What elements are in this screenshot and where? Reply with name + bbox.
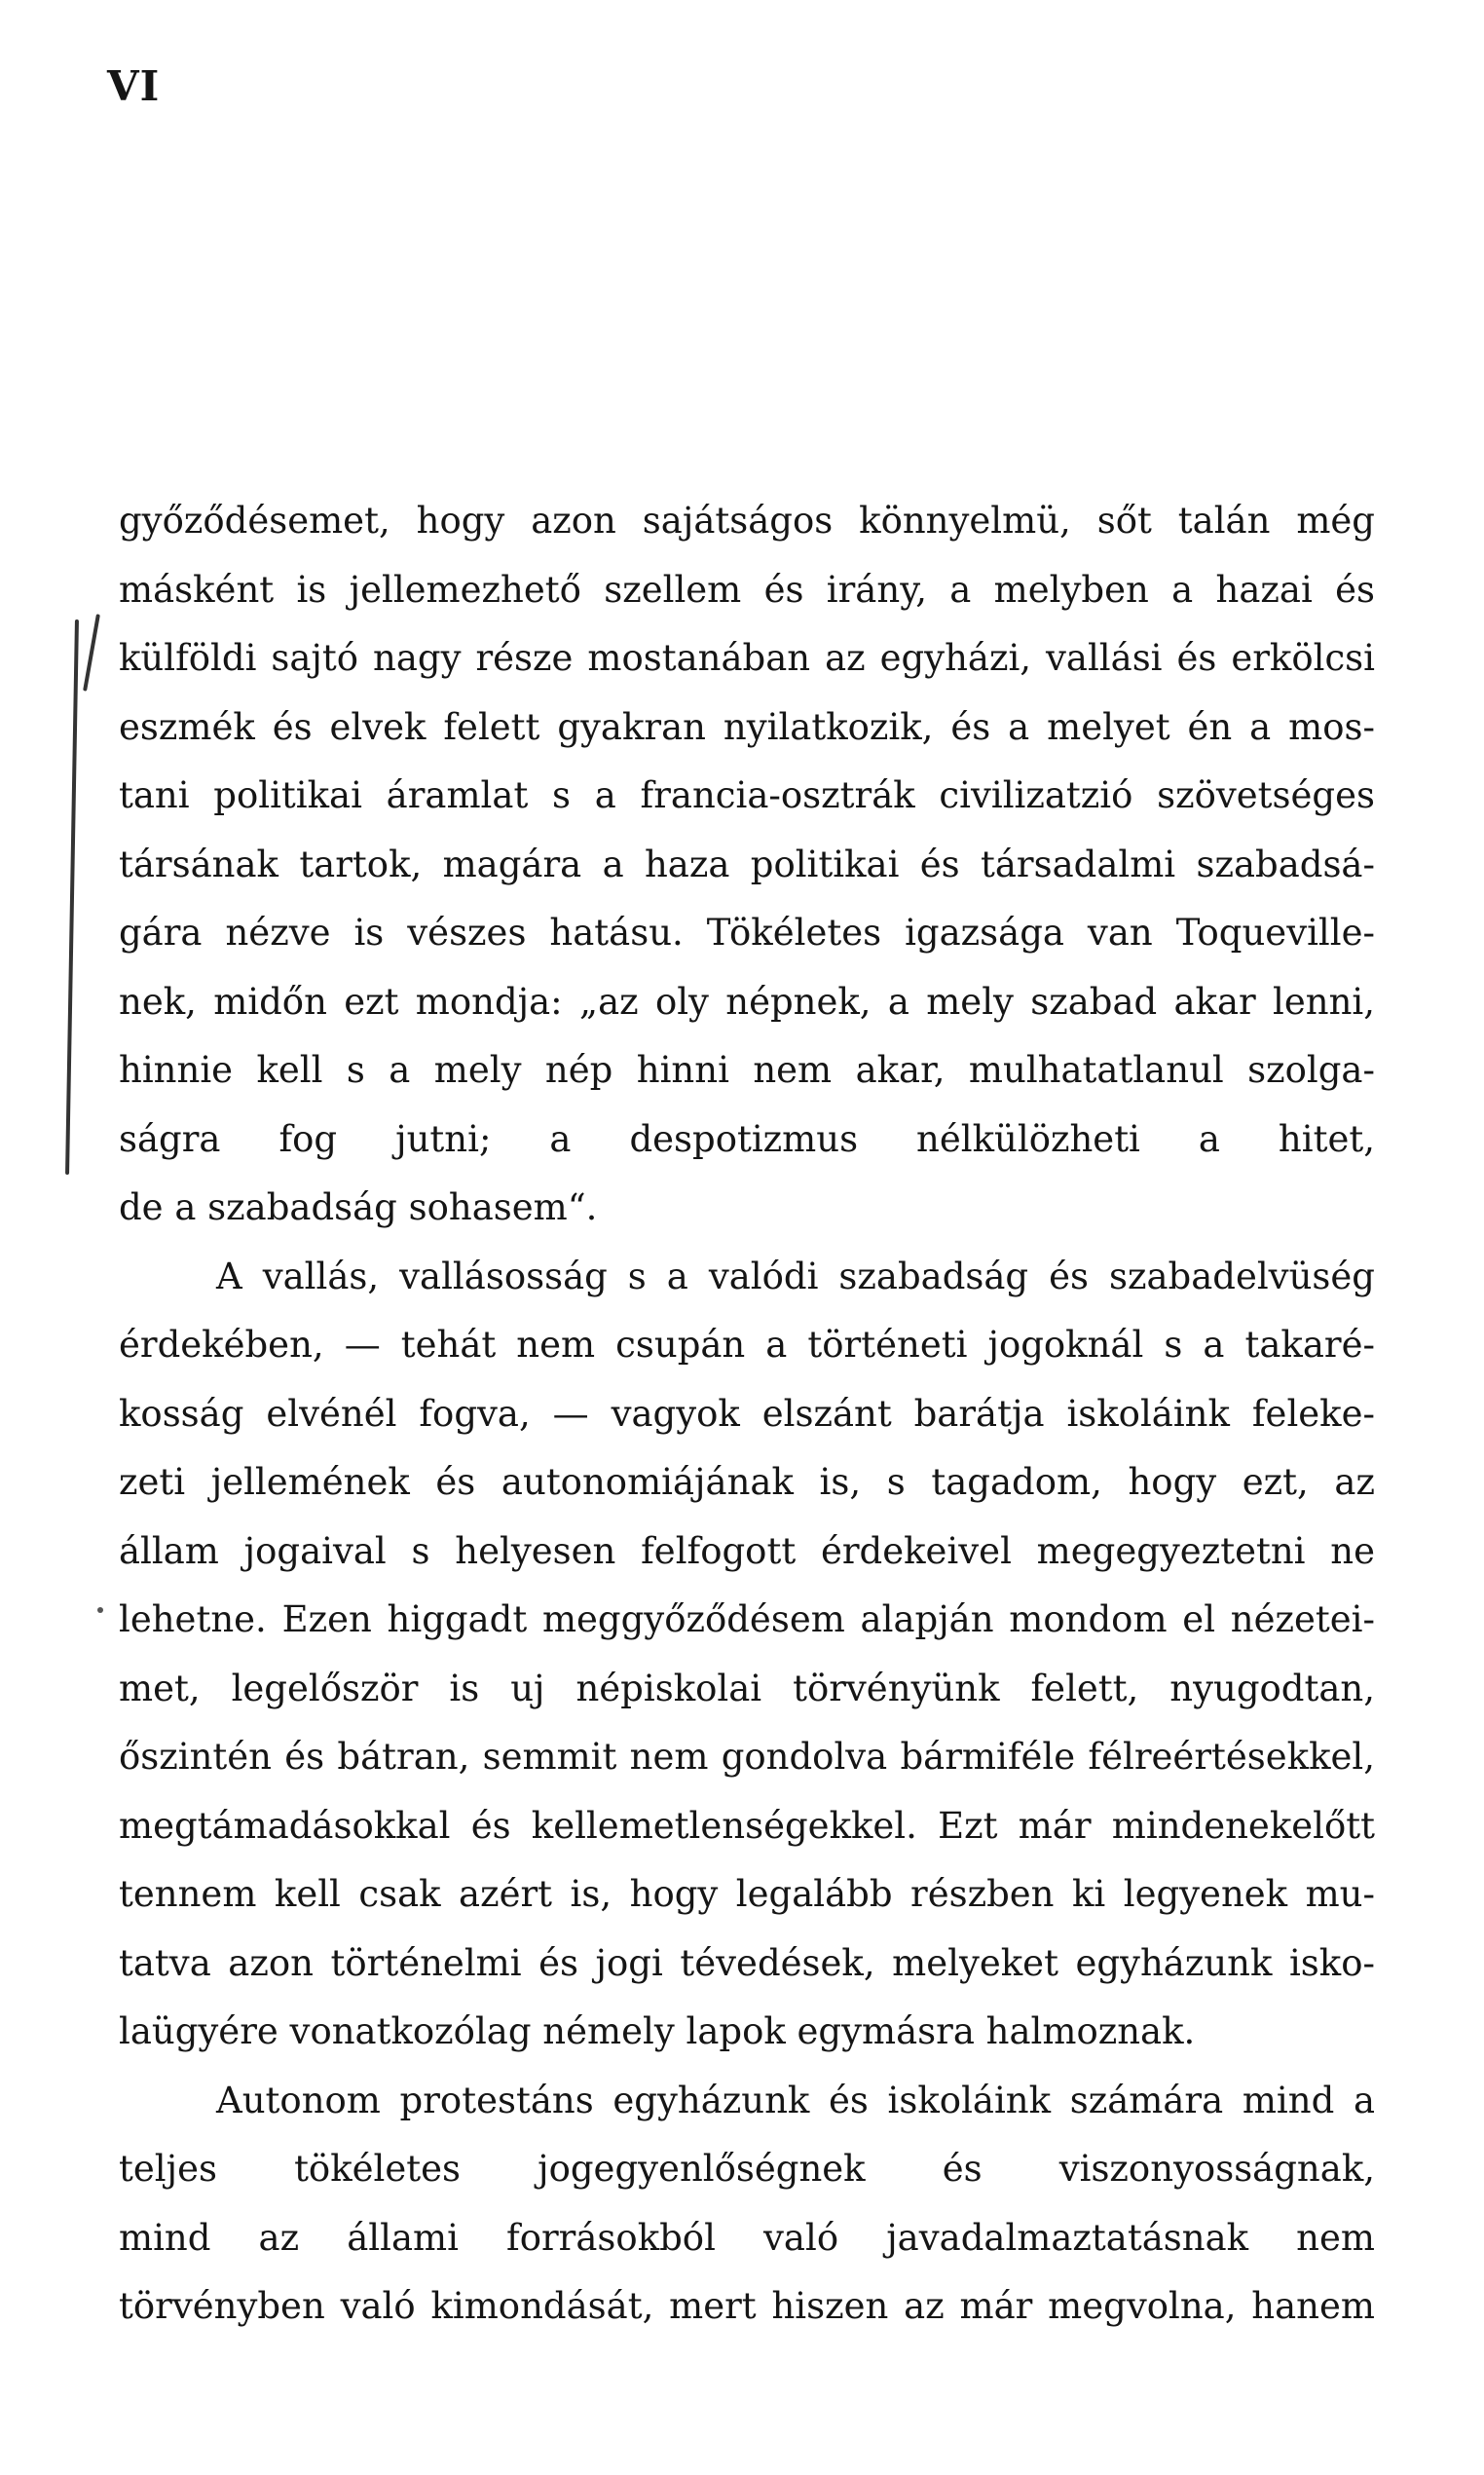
ink-speck [97,1607,103,1613]
text-line: met, legelőször is uj népiskolai törvényünk felett, nyugodtan, [119,1667,1375,1709]
text-line: megtámadásokkal és kellemetlenségekkel. Ezt már mindenekelőtt [119,1804,1375,1847]
text-line: másként is jellemezhető szellem és irány, a melyben a hazai és [119,568,1375,611]
text-line: mind az állami forrásokból való javadalmaztatásnak nem [119,2216,1375,2259]
page-number: VI [107,62,161,110]
body-text [119,487,1375,2342]
text-line: tennem kell csak azért is, hogy legalább részben ki legyenek mu- [119,1873,1375,1915]
margin-pencil-tick [83,614,100,691]
text-line: nek, midőn ezt mondja: „az oly népnek, a mely szabad akar lenni, [119,980,1375,1023]
text-line: zeti jellemének és autonomiájának is, s tagadom, hogy ezt, az [119,1461,1375,1503]
text-line: Autonom protestáns egyházunk és iskoláink számára mind a [216,2079,1375,2121]
text-line: állam jogaival s helyesen felfogott érdekeivel megegyeztetni ne [119,1529,1375,1572]
text-line: kosság elvénél fogva, — vagyok elszánt barátja iskoláink feleke- [119,1392,1375,1435]
text-line: tatva azon történelmi és jogi tévedések, melyeket egyházunk isko- [119,1941,1375,1984]
text-line: tani politikai áramlat s a francia-osztrák civilizatzió szövetséges [119,774,1375,816]
text-line: külföldi sajtó nagy része mostanában az egyházi, vallási és erkölcsi [119,637,1375,679]
text-line: ságra fog jutni; a despotizmus nélkülözheti a hitet, [119,1117,1375,1160]
text-line: laügyére vonatkozólag némely lapok egymásra halmoznak. [119,2010,1196,2052]
text-line: lehetne. Ezen higgadt meggyőződésem alapján mondom el nézetei- [119,1598,1375,1640]
text-line: teljes tökéletes jogegyenlőségnek és viszonyosságnak, [119,2148,1375,2190]
margin-pencil-mark [65,619,79,1175]
text-line: A vallás, vallásosság s a valódi szabadság és szabadelvüség [216,1255,1375,1297]
text-line: de a szabadság sohasem“. [119,1186,598,1228]
text-line: törvényben való kimondását, mert hiszen az már megvolna, hanem [119,2285,1375,2327]
text-line: gára nézve is vészes hatásu. Tökéletes igazsága van Toqueville- [119,912,1375,954]
text-line: hinnie kell s a mely nép hinni nem akar, mulhatatlanul szolga- [119,1049,1375,1091]
text-line: eszmék és elvek felett gyakran nyilatkozik, és a melyet én a mos- [119,705,1375,748]
text-line: érdekében, — tehát nem csupán a történeti jogoknál s a takaré- [119,1324,1375,1366]
text-line: őszintén és bátran, semmit nem gondolva bármiféle félreértésekkel, [119,1736,1375,1778]
text-line: társának tartok, magára a haza politikai és társadalmi szabadsá- [119,843,1375,885]
text-line: győződésemet, hogy azon sajátságos könnyelmü, sőt talán még [119,500,1375,542]
